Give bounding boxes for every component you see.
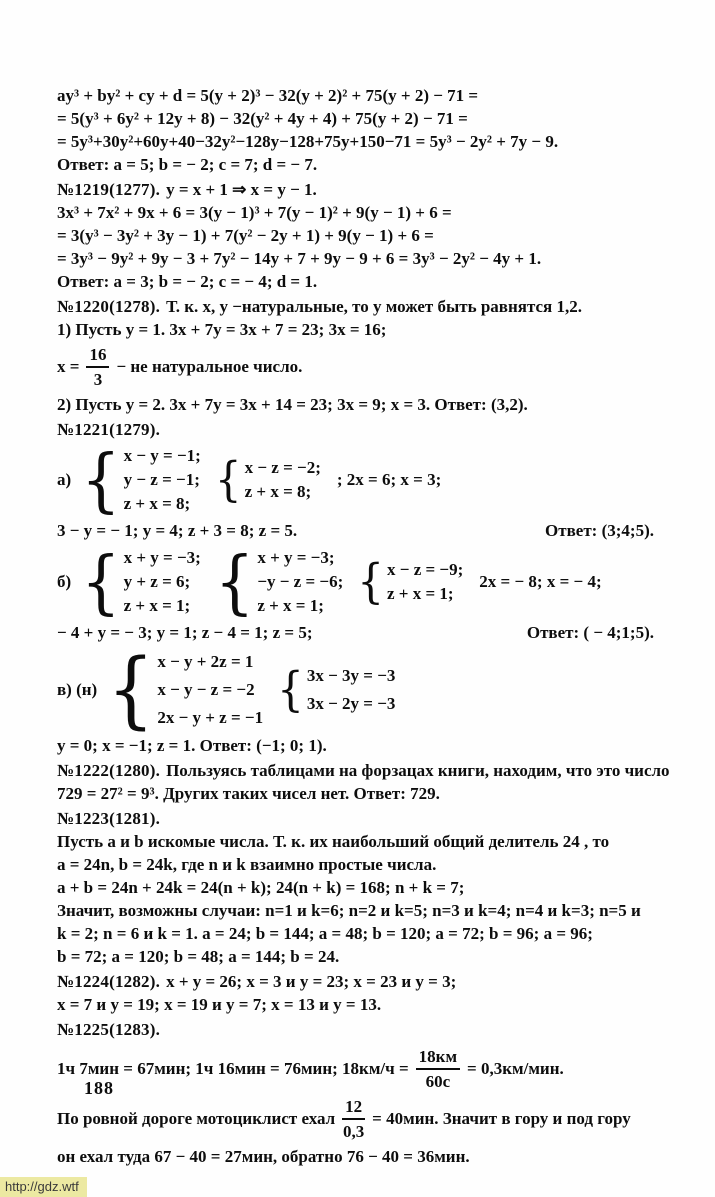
equation: x − y − z = −2 (157, 680, 255, 699)
problem-number: №1225(1283). (57, 1020, 161, 1039)
system-row-b (57, 546, 672, 618)
problem-statement: Пользуясь таблицами на форзацах книги, находим, что это число (166, 761, 670, 780)
solution-line: y = 0; x = −1; z = 1. Ответ: (−1; 0; 1). (57, 736, 327, 755)
problem-number: №1220(1278). (57, 297, 161, 316)
equation: z + x = 8; (244, 482, 312, 501)
math-line: x = 7 и y = 19; x = 19 и y = 7; x = 13 и y = 13. (57, 995, 382, 1014)
system-row-a (57, 444, 672, 516)
brace (81, 449, 120, 511)
problem-number: №1223(1281). (57, 809, 161, 828)
fraction-denominator: 60с (425, 1072, 451, 1091)
fraction-numerator: 16 (86, 344, 109, 368)
equation: x − z = −2; (244, 458, 321, 477)
brace (81, 551, 120, 613)
solution-line (57, 518, 672, 543)
text: = 40мин. Значит в гору и под гору (372, 1109, 631, 1128)
text-line: Пусть a и b искомые числа. Т. к. их наибольший общий делитель 24 , то (57, 832, 610, 851)
math-text: = 0,3км/мин. (467, 1059, 564, 1078)
math-text: 3 − y = − 1; y = 4; z + 3 = 8; z = 5. (57, 521, 298, 540)
fraction-line (57, 1093, 672, 1145)
equation: x − y = −1; (123, 446, 201, 465)
equation: z + x = 8; (123, 494, 191, 513)
brace (277, 669, 304, 711)
equation: z + x = 1; (123, 596, 191, 615)
fraction (416, 1046, 460, 1092)
math-line: b = 72; a = 120; b = 48; a = 144; b = 24. (57, 947, 340, 966)
watermark-url: http://gdz.wtf (0, 1177, 87, 1197)
equation-system (107, 648, 263, 732)
equation: 3x − 2y = −3 (306, 694, 396, 713)
problem-1221 (57, 418, 672, 441)
brace (215, 551, 254, 613)
equation-system (81, 546, 201, 618)
problem-1220 (57, 295, 672, 318)
problem-1219 (57, 178, 672, 201)
page-number: 188 (84, 1078, 114, 1098)
answer: Ответ: ( − 4;1;5). (526, 623, 654, 642)
math-text: x = (57, 357, 80, 376)
problem-1224 (57, 970, 672, 993)
text: По ровной дороге мотоциклист ехал (57, 1109, 336, 1128)
math-text: − не натуральное число. (116, 357, 303, 376)
problem-number: №1222(1280). (57, 761, 161, 780)
problem-statement: Т. к. x, y −натуральные, то y может быть равнятся 1,2. (166, 297, 583, 316)
math-line: 1) Пусть y = 1. 3x + 7y = 3x + 7 = 23; 3x = 16; (57, 320, 387, 339)
equation: x − z = −9; (387, 560, 464, 579)
math-text: 2x = − 8; x = − 4; (479, 572, 602, 591)
fraction (342, 1096, 365, 1142)
fraction-denominator: 0,3 (343, 1122, 365, 1141)
math-line: k = 2; n = 6 и k = 1. a = 24; b = 144; a = 48; b = 120; a = 72; b = 96; a = 96; (57, 924, 593, 943)
equation: −y − z = −6; (257, 572, 344, 591)
answer-line: Ответ: a = 5; b = − 2; c = 7; d = − 7. (57, 155, 318, 174)
page-content (57, 84, 672, 1168)
math-line: = 5(y³ + 6y² + 12y + 8) − 32(y² + 4y + 4) + 75(y + 2) − 71 = (57, 109, 468, 128)
equation-system (215, 456, 321, 504)
math-line: 2) Пусть y = 2. 3x + 7y = 3x + 14 = 23; 3x = 9; x = 3. Ответ: (3,2). (57, 395, 528, 414)
equation: z + x = 1; (257, 596, 324, 615)
math-line: 3x³ + 7x² + 9x + 6 = 3(y − 1)³ + 7(y − 1)² + 9(y − 1) + 6 = (57, 203, 452, 222)
equation-system (81, 444, 201, 516)
case-label: а) (57, 470, 72, 489)
problem-number: №1224(1282). (57, 972, 161, 991)
equation: x − y + 2z = 1 (157, 652, 254, 671)
equation: x + y = −3; (123, 548, 201, 567)
problem-statement: x + y = 26; x = 3 и y = 23; x = 23 и y = 3; (166, 972, 457, 991)
fraction-line (57, 341, 672, 393)
math-text: ; 2x = 6; x = 3; (336, 470, 442, 489)
brace (107, 653, 154, 728)
math-line: 729 = 27² = 9³. Других таких чисел нет. Ответ: 729. (57, 784, 440, 803)
problem-1222 (57, 759, 672, 782)
fraction (86, 344, 109, 390)
problem-number: №1221(1279). (57, 420, 161, 439)
equation-system (357, 558, 463, 606)
equation: 3x − 3y = −3 (306, 666, 396, 685)
text-line: a = 24n, b = 24k, где n и k взаимно простые числа. (57, 855, 437, 874)
brace (215, 459, 242, 501)
equation: y + z = 6; (123, 572, 191, 591)
answer-line: Ответ: a = 3; b = − 2; c = − 4; d = 1. (57, 272, 318, 291)
equation-system (215, 546, 343, 618)
equation-system (277, 662, 395, 718)
brace (357, 561, 384, 603)
problem-number: №1219(1277). (57, 180, 161, 199)
problem-statement: y = x + 1 ⇒ x = y − 1. (166, 180, 317, 199)
fraction-numerator: 18км (416, 1046, 460, 1070)
equation: x + y = −3; (257, 548, 335, 567)
math-line: a + b = 24n + 24k = 24(n + k); 24(n + k) = 168; n + k = 7; (57, 878, 465, 897)
problem-1223 (57, 807, 672, 830)
math-line: = 3y³ − 9y² + 9y − 3 + 7y² − 14y + 7 + 9y − 9 + 6 = 3y³ − 2y² − 4y + 1. (57, 249, 542, 268)
fraction-denominator: 3 (93, 370, 103, 389)
problem-1225 (57, 1018, 672, 1041)
math-text: 1ч 7мин = 67мин; 1ч 16мин = 76мин; 18км/ч = (57, 1059, 409, 1078)
math-line: = 5y³+30y²+60y+40−32y²−128y−128+75y+150−71 = 5y³ − 2y² + 7y − 9. (57, 132, 559, 151)
case-label: б) (57, 572, 72, 591)
answer: Ответ: (3;4;5). (545, 521, 654, 540)
math-text: − 4 + y = − 3; y = 1; z − 4 = 1; z = 5; (57, 623, 313, 642)
fraction-line (57, 1045, 672, 1093)
system-row-v (57, 648, 672, 732)
equation: z + x = 1; (387, 584, 454, 603)
equation: 2x − y + z = −1 (157, 708, 264, 727)
case-label: в) (н) (57, 680, 98, 699)
text-line: он ехал туда 67 − 40 = 27мин, обратно 76 − 40 = 36мин. (57, 1147, 470, 1166)
fraction-numerator: 12 (342, 1096, 365, 1120)
equation: y − z = −1; (123, 470, 200, 489)
text-line: Значит, возможны случаи: n=1 и k=6; n=2 и k=5; n=3 и k=4; n=4 и k=3; n=5 и (57, 901, 641, 920)
math-line: ay³ + by² + cy + d = 5(y + 2)³ − 32(y + 2)² + 75(y + 2) − 71 = (57, 86, 479, 105)
math-line: = 3(y³ − 3y² + 3y − 1) + 7(y² − 2y + 1) + 9(y − 1) + 6 = (57, 226, 434, 245)
